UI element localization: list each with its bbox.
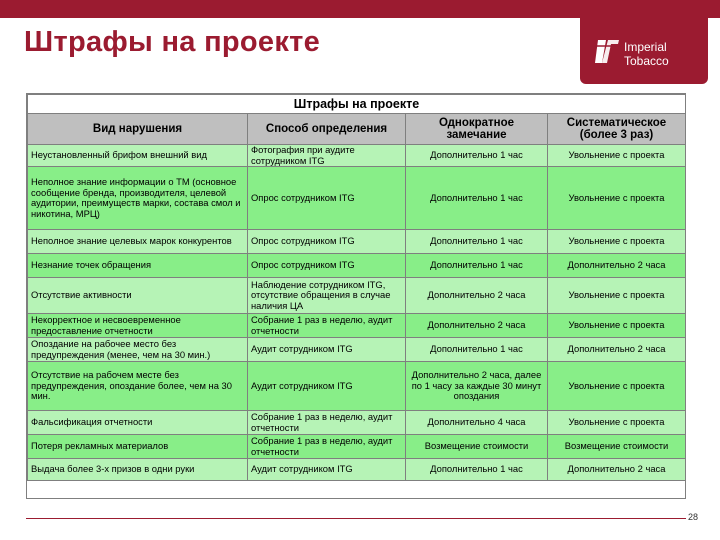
logo-line-2: Tobacco (624, 54, 669, 68)
single-penalty-cell: Дополнительно 1 час (406, 145, 548, 167)
top-brand-bar (0, 0, 720, 18)
single-penalty-cell: Возмещение стоимости (406, 435, 548, 459)
header-violation-type: Вид нарушения (28, 114, 248, 145)
systematic-penalty-cell: Увольнение с проекта (548, 362, 686, 411)
table-row (28, 411, 686, 435)
single-penalty-cell: Дополнительно 1 час (406, 459, 548, 481)
table-row (28, 167, 686, 230)
violation-cell: Фальсификация отчетности (28, 411, 248, 435)
method-cell: Опрос сотрудником ITG (248, 254, 406, 278)
violation-cell: Опоздание на рабочее место без предупреждения (менее, чем на 30 мин.) (28, 338, 248, 362)
single-penalty-cell: Дополнительно 2 часа (406, 278, 548, 314)
systematic-penalty-cell: Увольнение с проекта (548, 230, 686, 254)
systematic-penalty-cell: Дополнительно 2 часа (548, 459, 686, 481)
violation-cell: Выдача более 3-х призов в одни руки (28, 459, 248, 481)
violation-cell: Неполное знание целевых марок конкурентов (28, 230, 248, 254)
page-title: Штрафы на проекте (24, 26, 321, 58)
systematic-penalty-cell: Увольнение с проекта (548, 145, 686, 167)
imperial-tobacco-emblem-icon (592, 36, 622, 66)
single-penalty-cell: Дополнительно 4 часа (406, 411, 548, 435)
systematic-penalty-cell: Увольнение с проекта (548, 314, 686, 338)
method-cell: Собрание 1 раз в неделю, аудит отчетности (248, 411, 406, 435)
method-cell: Фотография при аудите сотрудником ITG (248, 145, 406, 167)
single-penalty-cell: Дополнительно 2 часа (406, 314, 548, 338)
single-penalty-cell: Дополнительно 1 час (406, 167, 548, 230)
method-cell: Аудит сотрудником ITG (248, 338, 406, 362)
footer-divider (26, 518, 686, 519)
violation-cell: Отсутствие активности (28, 278, 248, 314)
fines-table (27, 94, 686, 481)
systematic-penalty-cell: Возмещение стоимости (548, 435, 686, 459)
systematic-penalty-cell: Увольнение с проекта (548, 167, 686, 230)
table-row (28, 459, 686, 481)
fines-table-container (26, 93, 686, 499)
table-row (28, 254, 686, 278)
single-penalty-cell: Дополнительно 1 час (406, 338, 548, 362)
violation-cell: Неустановленный брифом внешний вид (28, 145, 248, 167)
violation-cell: Незнание точек обращения (28, 254, 248, 278)
table-row (28, 435, 686, 459)
single-penalty-cell: Дополнительно 1 час (406, 230, 548, 254)
method-cell: Опрос сотрудником ITG (248, 230, 406, 254)
single-penalty-cell: Дополнительно 1 час (406, 254, 548, 278)
logo-wordmark (624, 40, 669, 68)
table-row (28, 362, 686, 411)
systematic-penalty-cell: Увольнение с проекта (548, 411, 686, 435)
header-detection-method: Способ определения (248, 114, 406, 145)
header-systematic: Систематическое (более 3 раз) (548, 114, 686, 145)
table-row (28, 314, 686, 338)
systematic-penalty-cell: Дополнительно 2 часа (548, 338, 686, 362)
table-row (28, 230, 686, 254)
table-row (28, 145, 686, 167)
violation-cell: Неполное знание информации о ТМ (основное сообщение бренда, производителя, целевой аудитории, преимуществ марки, состава смол и никотина, МРЦ) (28, 167, 248, 230)
table-header-row (28, 114, 686, 145)
page-number: 28 (688, 512, 699, 522)
table-caption-row (28, 95, 686, 114)
logo-line-1: Imperial (624, 40, 667, 54)
method-cell: Собрание 1 раз в неделю, аудит отчетности (248, 314, 406, 338)
systematic-penalty-cell: Увольнение с проекта (548, 278, 686, 314)
single-penalty-cell: Дополнительно 2 часа, далее по 1 часу за каждые 30 минут опоздания (406, 362, 548, 411)
table-row (28, 278, 686, 314)
table-caption: Штрафы на проекте (28, 95, 686, 114)
method-cell: Собрание 1 раз в неделю, аудит отчетности (248, 435, 406, 459)
method-cell: Опрос сотрудником ITG (248, 167, 406, 230)
method-cell: Аудит сотрудником ITG (248, 459, 406, 481)
violation-cell: Некорректное и несвоевременное предоставление отчетности (28, 314, 248, 338)
violation-cell: Отсутствие на рабочем месте без предупреждения, опоздание более, чем на 30 мин. (28, 362, 248, 411)
method-cell: Наблюдение сотрудником ITG, отсутствие обращения в случае наличия ЦА (248, 278, 406, 314)
imperial-tobacco-logo (580, 18, 708, 84)
violation-cell: Потеря рекламных материалов (28, 435, 248, 459)
table-row (28, 338, 686, 362)
header-single-remark: Однократное замечание (406, 114, 548, 145)
systematic-penalty-cell: Дополнительно 2 часа (548, 254, 686, 278)
method-cell: Аудит сотрудником ITG (248, 362, 406, 411)
